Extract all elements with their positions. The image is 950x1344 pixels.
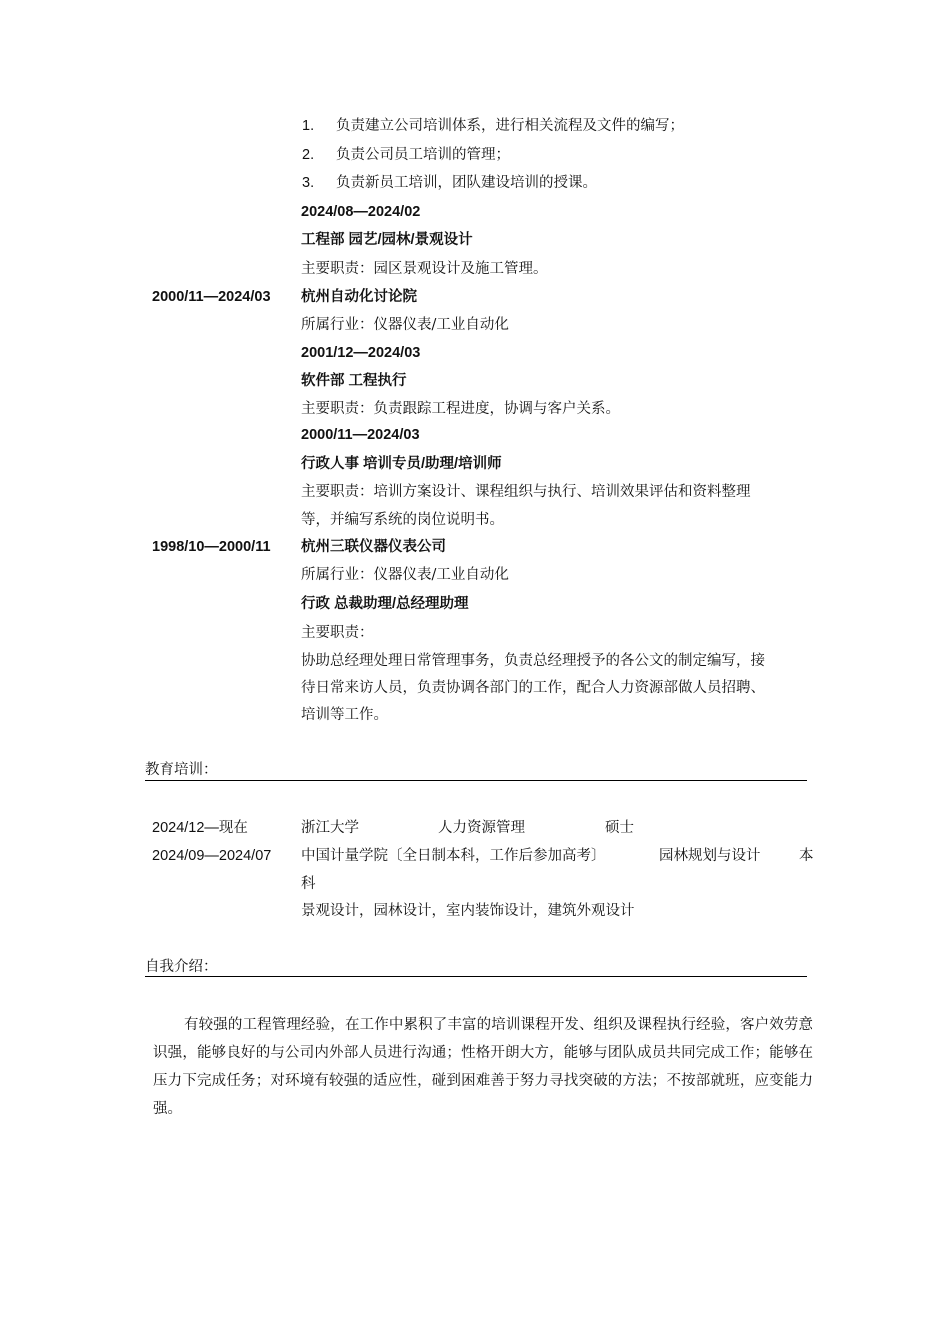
edu-major: 人力资源管理 — [438, 820, 525, 836]
job-title: 工程部 园艺/园林/景观设计 — [301, 232, 473, 248]
self-intro-paragraph: 有较强的工程管理经验，在工作中累积了丰富的培训课程开发、组织及课程执行经验，客户效劳意识强，能够良好的与公司内外部人员进行沟通；性格开朗大方，能够与团队成员共同完成工作；能够在压力下完成任务；对环境有较强的适应性，碰到困难善于努力寻找突破的方法；不按部就班，应变能力强。 — [153, 1017, 813, 1117]
company-industry: 所属行业：仪器仪表/工业自动化 — [301, 567, 509, 583]
edu-note: 景观设计，园林设计，室内装饰设计，建筑外观设计 — [301, 903, 635, 919]
edu-school: 浙江大学 — [301, 820, 359, 836]
company-period: 2000/11—2024/03 — [152, 289, 271, 305]
edu-degree: 硕士 — [605, 820, 634, 836]
list-number: 1. — [302, 118, 315, 134]
section-rule — [145, 780, 807, 781]
job-title: 软件部 工程执行 — [301, 373, 407, 389]
edu-period: 2024/12—现在 — [152, 820, 248, 836]
job-duty-label: 主要职责： — [301, 625, 374, 641]
company-period: 1998/10—2000/11 — [152, 539, 271, 555]
edu-period: 2024/09—2024/07 — [152, 848, 272, 864]
company-name: 杭州自动化讨论院 — [301, 289, 417, 305]
job-duty: 培训等工作。 — [301, 707, 388, 723]
edu-degree: 本 — [799, 848, 814, 864]
job-duty: 等，并编写系统的岗位说明书。 — [301, 512, 504, 528]
list-item: 负责公司员工培训的管理； — [336, 147, 510, 163]
edu-degree-wrap: 科 — [301, 876, 316, 892]
job-duty: 主要职责：负责跟踪工程进度，协调与客户关系。 — [301, 401, 620, 417]
job-duty: 协助总经理处理日常管理事务，负责总经理授予的各公文的制定编写，接 — [301, 653, 765, 669]
section-rule — [145, 976, 807, 977]
list-item: 负责建立公司培训体系，进行相关流程及文件的编写； — [336, 118, 684, 134]
job-title: 行政人事 培训专员/助理/培训师 — [301, 456, 502, 472]
list-number: 3. — [302, 175, 315, 191]
job-period: 2024/08—2024/02 — [301, 204, 421, 220]
company-name: 杭州三联仪器仪表公司 — [301, 539, 446, 555]
section-heading-self-intro: 自我介绍： — [145, 959, 218, 975]
job-duty: 待日常来访人员，负责协调各部门的工作，配合人力资源部做人员招聘、 — [301, 680, 765, 696]
list-item: 负责新员工培训，团队建设培训的授课。 — [336, 175, 597, 191]
edu-major: 园林规划与设计 — [659, 848, 761, 864]
company-industry: 所属行业：仪器仪表/工业自动化 — [301, 317, 509, 333]
job-period: 2001/12—2024/03 — [301, 345, 421, 361]
job-period: 2000/11—2024/03 — [301, 427, 420, 443]
edu-school: 中国计量学院〔全日制本科，工作后参加高考〕 — [301, 848, 606, 864]
list-number: 2. — [302, 147, 315, 163]
job-duty: 主要职责：培训方案设计、课程组织与执行、培训效果评估和资料整理 — [301, 484, 751, 500]
section-heading-education: 教育培训： — [145, 762, 218, 778]
job-duty: 主要职责：园区景观设计及施工管理。 — [301, 261, 548, 277]
job-title: 行政 总裁助理/总经理助理 — [301, 596, 469, 612]
